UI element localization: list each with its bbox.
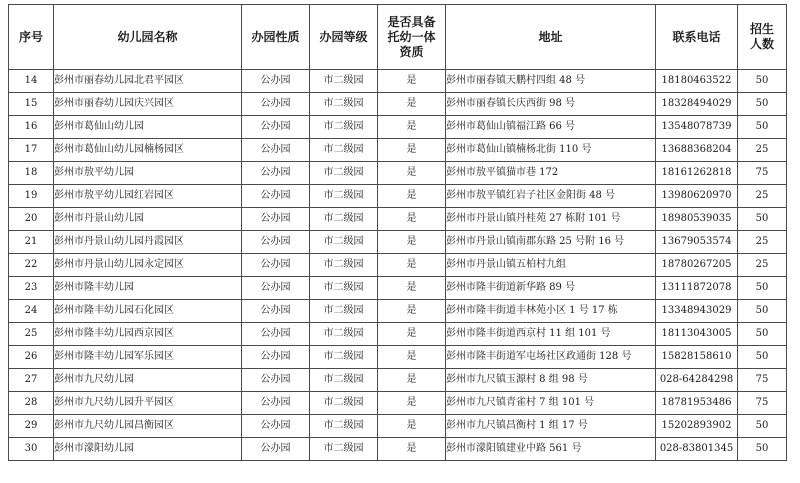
cell-nature: 公办园 bbox=[242, 116, 310, 139]
cell-enroll: 50 bbox=[738, 438, 787, 461]
cell-no: 27 bbox=[9, 369, 54, 392]
cell-nature: 公办园 bbox=[242, 93, 310, 116]
cell-nature: 公办园 bbox=[242, 392, 310, 415]
cell-no: 29 bbox=[9, 415, 54, 438]
cell-level: 市二级园 bbox=[310, 185, 378, 208]
cell-name: 彭州市丽春幼儿园庆兴园区 bbox=[54, 93, 242, 116]
cell-level: 市二级园 bbox=[310, 346, 378, 369]
cell-phone: 15202893902 bbox=[656, 415, 738, 438]
cell-name: 彭州市敖平幼儿园红岩园区 bbox=[54, 185, 242, 208]
cell-enroll: 50 bbox=[738, 277, 787, 300]
cell-phone: 18780267205 bbox=[656, 254, 738, 277]
cell-no: 23 bbox=[9, 277, 54, 300]
cell-nature: 公办园 bbox=[242, 323, 310, 346]
cell-level: 市二级园 bbox=[310, 392, 378, 415]
cell-level: 市二级园 bbox=[310, 70, 378, 93]
cell-level: 市二级园 bbox=[310, 300, 378, 323]
cell-address: 彭州市敖平镇猫市巷 172 bbox=[446, 162, 656, 185]
table-row bbox=[9, 93, 787, 116]
cell-enroll: 50 bbox=[738, 93, 787, 116]
cell-no: 20 bbox=[9, 208, 54, 231]
table-row bbox=[9, 116, 787, 139]
cell-no: 21 bbox=[9, 231, 54, 254]
cell-level: 市二级园 bbox=[310, 277, 378, 300]
kindergarten-table bbox=[8, 4, 787, 461]
cell-no: 24 bbox=[9, 300, 54, 323]
cell-qualification: 是 bbox=[378, 139, 446, 162]
cell-enroll: 25 bbox=[738, 185, 787, 208]
cell-level: 市二级园 bbox=[310, 93, 378, 116]
cell-no: 19 bbox=[9, 185, 54, 208]
header-qualification: 是否具备托幼一体资质 bbox=[378, 5, 446, 70]
cell-no: 16 bbox=[9, 116, 54, 139]
cell-enroll: 50 bbox=[738, 346, 787, 369]
table-row bbox=[9, 162, 787, 185]
cell-nature: 公办园 bbox=[242, 254, 310, 277]
cell-no: 14 bbox=[9, 70, 54, 93]
cell-address: 彭州市隆丰街道丰林苑小区 1 号 17 栋 bbox=[446, 300, 656, 323]
cell-qualification: 是 bbox=[378, 323, 446, 346]
cell-no: 26 bbox=[9, 346, 54, 369]
cell-no: 28 bbox=[9, 392, 54, 415]
cell-address: 彭州市九尺镇青雀村 7 组 101 号 bbox=[446, 392, 656, 415]
cell-phone: 028-83801345 bbox=[656, 438, 738, 461]
cell-level: 市二级园 bbox=[310, 254, 378, 277]
cell-address: 彭州市丹景山镇南郡东路 25 号附 16 号 bbox=[446, 231, 656, 254]
cell-phone: 13111872078 bbox=[656, 277, 738, 300]
cell-qualification: 是 bbox=[378, 231, 446, 254]
header-nature: 办园性质 bbox=[242, 5, 310, 70]
cell-nature: 公办园 bbox=[242, 438, 310, 461]
cell-address: 彭州市隆丰街道军屯场社区政通街 128 号 bbox=[446, 346, 656, 369]
cell-nature: 公办园 bbox=[242, 300, 310, 323]
table-row bbox=[9, 185, 787, 208]
table-row bbox=[9, 300, 787, 323]
cell-no: 15 bbox=[9, 93, 54, 116]
cell-phone: 13980620970 bbox=[656, 185, 738, 208]
cell-qualification: 是 bbox=[378, 369, 446, 392]
cell-address: 彭州市丽春镇长庆西街 98 号 bbox=[446, 93, 656, 116]
cell-nature: 公办园 bbox=[242, 185, 310, 208]
cell-nature: 公办园 bbox=[242, 208, 310, 231]
cell-address: 彭州市丹景山镇丹桂苑 27 栋附 101 号 bbox=[446, 208, 656, 231]
cell-name: 彭州市隆丰幼儿园西京园区 bbox=[54, 323, 242, 346]
cell-name: 彭州市葛仙山幼儿园 bbox=[54, 116, 242, 139]
cell-address: 彭州市隆丰街道新华路 89 号 bbox=[446, 277, 656, 300]
cell-name: 彭州市九尺幼儿园昌衡园区 bbox=[54, 415, 242, 438]
cell-level: 市二级园 bbox=[310, 162, 378, 185]
cell-enroll: 75 bbox=[738, 369, 787, 392]
cell-qualification: 是 bbox=[378, 438, 446, 461]
cell-qualification: 是 bbox=[378, 392, 446, 415]
cell-level: 市二级园 bbox=[310, 438, 378, 461]
cell-no: 22 bbox=[9, 254, 54, 277]
cell-phone: 18980539035 bbox=[656, 208, 738, 231]
cell-qualification: 是 bbox=[378, 116, 446, 139]
cell-nature: 公办园 bbox=[242, 369, 310, 392]
table-row bbox=[9, 392, 787, 415]
cell-address: 彭州市葛仙山镇楠杨北街 110 号 bbox=[446, 139, 656, 162]
cell-name: 彭州市丽春幼儿园北君平园区 bbox=[54, 70, 242, 93]
cell-enroll: 50 bbox=[738, 116, 787, 139]
header-enroll: 招生人数 bbox=[738, 5, 787, 70]
cell-level: 市二级园 bbox=[310, 323, 378, 346]
header-name: 幼儿园名称 bbox=[54, 5, 242, 70]
cell-nature: 公办园 bbox=[242, 162, 310, 185]
cell-enroll: 75 bbox=[738, 162, 787, 185]
cell-name: 彭州市丹景山幼儿园丹霞园区 bbox=[54, 231, 242, 254]
cell-qualification: 是 bbox=[378, 254, 446, 277]
table-row bbox=[9, 369, 787, 392]
cell-no: 25 bbox=[9, 323, 54, 346]
cell-name: 彭州市隆丰幼儿园 bbox=[54, 277, 242, 300]
cell-address: 彭州市葛仙山镇福江路 66 号 bbox=[446, 116, 656, 139]
cell-nature: 公办园 bbox=[242, 346, 310, 369]
cell-level: 市二级园 bbox=[310, 415, 378, 438]
table-row bbox=[9, 438, 787, 461]
header-level: 办园等级 bbox=[310, 5, 378, 70]
header-phone: 联系电话 bbox=[656, 5, 738, 70]
cell-address: 彭州市敖平镇红岩子社区金阳街 48 号 bbox=[446, 185, 656, 208]
cell-name: 彭州市丹景山幼儿园 bbox=[54, 208, 242, 231]
cell-qualification: 是 bbox=[378, 208, 446, 231]
cell-qualification: 是 bbox=[378, 162, 446, 185]
cell-name: 彭州市九尺幼儿园 bbox=[54, 369, 242, 392]
table-row bbox=[9, 254, 787, 277]
cell-address: 彭州市丹景山镇五柏村九组 bbox=[446, 254, 656, 277]
cell-enroll: 25 bbox=[738, 139, 787, 162]
cell-enroll: 50 bbox=[738, 323, 787, 346]
cell-phone: 13348943029 bbox=[656, 300, 738, 323]
cell-no: 17 bbox=[9, 139, 54, 162]
cell-address: 彭州市濛阳镇建业中路 561 号 bbox=[446, 438, 656, 461]
table-row bbox=[9, 415, 787, 438]
cell-phone: 18781953486 bbox=[656, 392, 738, 415]
table-row bbox=[9, 346, 787, 369]
cell-phone: 18328494029 bbox=[656, 93, 738, 116]
cell-name: 彭州市隆丰幼儿园军乐园区 bbox=[54, 346, 242, 369]
cell-enroll: 25 bbox=[738, 254, 787, 277]
cell-no: 30 bbox=[9, 438, 54, 461]
cell-phone: 028-64284298 bbox=[656, 369, 738, 392]
cell-nature: 公办园 bbox=[242, 139, 310, 162]
cell-phone: 13679053574 bbox=[656, 231, 738, 254]
cell-enroll: 75 bbox=[738, 392, 787, 415]
cell-qualification: 是 bbox=[378, 346, 446, 369]
table-row bbox=[9, 208, 787, 231]
cell-address: 彭州市九尺镇昌衡村 1 组 17 号 bbox=[446, 415, 656, 438]
cell-enroll: 50 bbox=[738, 300, 787, 323]
cell-nature: 公办园 bbox=[242, 277, 310, 300]
cell-qualification: 是 bbox=[378, 277, 446, 300]
header-address: 地址 bbox=[446, 5, 656, 70]
cell-nature: 公办园 bbox=[242, 415, 310, 438]
cell-qualification: 是 bbox=[378, 93, 446, 116]
cell-name: 彭州市丹景山幼儿园永定园区 bbox=[54, 254, 242, 277]
cell-qualification: 是 bbox=[378, 300, 446, 323]
cell-qualification: 是 bbox=[378, 185, 446, 208]
header-no: 序号 bbox=[9, 5, 54, 70]
cell-level: 市二级园 bbox=[310, 231, 378, 254]
cell-level: 市二级园 bbox=[310, 369, 378, 392]
cell-level: 市二级园 bbox=[310, 139, 378, 162]
cell-phone: 15828158610 bbox=[656, 346, 738, 369]
table-row bbox=[9, 70, 787, 93]
cell-name: 彭州市濛阳幼儿园 bbox=[54, 438, 242, 461]
cell-address: 彭州市隆丰街道西京村 11 组 101 号 bbox=[446, 323, 656, 346]
table-row bbox=[9, 139, 787, 162]
cell-phone: 18180463522 bbox=[656, 70, 738, 93]
cell-nature: 公办园 bbox=[242, 70, 310, 93]
table-row bbox=[9, 231, 787, 254]
cell-nature: 公办园 bbox=[242, 231, 310, 254]
table-row bbox=[9, 323, 787, 346]
cell-name: 彭州市隆丰幼儿园石化园区 bbox=[54, 300, 242, 323]
cell-enroll: 50 bbox=[738, 70, 787, 93]
cell-no: 18 bbox=[9, 162, 54, 185]
cell-phone: 13688368204 bbox=[656, 139, 738, 162]
cell-address: 彭州市九尺镇玉源村 8 组 98 号 bbox=[446, 369, 656, 392]
cell-enroll: 50 bbox=[738, 208, 787, 231]
cell-qualification: 是 bbox=[378, 70, 446, 93]
cell-qualification: 是 bbox=[378, 415, 446, 438]
table-header bbox=[9, 5, 787, 70]
table-row bbox=[9, 277, 787, 300]
cell-address: 彭州市丽春镇天鹏村四组 48 号 bbox=[446, 70, 656, 93]
cell-enroll: 50 bbox=[738, 415, 787, 438]
cell-phone: 18161262818 bbox=[656, 162, 738, 185]
cell-level: 市二级园 bbox=[310, 116, 378, 139]
cell-phone: 13548078739 bbox=[656, 116, 738, 139]
cell-name: 彭州市葛仙山幼儿园楠杨园区 bbox=[54, 139, 242, 162]
cell-level: 市二级园 bbox=[310, 208, 378, 231]
header-row bbox=[9, 5, 787, 70]
cell-phone: 18113043005 bbox=[656, 323, 738, 346]
cell-name: 彭州市九尺幼儿园升平园区 bbox=[54, 392, 242, 415]
cell-enroll: 25 bbox=[738, 231, 787, 254]
cell-name: 彭州市敖平幼儿园 bbox=[54, 162, 242, 185]
table-body bbox=[9, 70, 787, 461]
